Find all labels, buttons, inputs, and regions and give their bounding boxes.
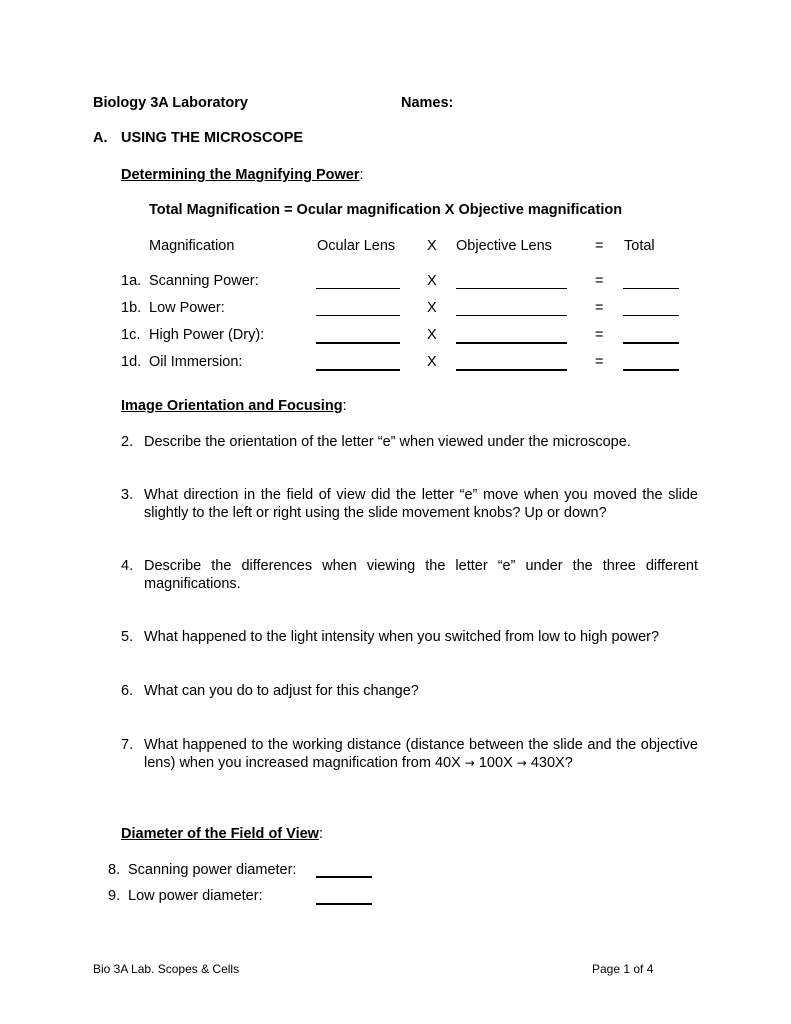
section-letter: A.	[93, 130, 108, 146]
row-1b-label: Low Power:	[149, 300, 225, 316]
row-1c-ocular-blank[interactable]	[316, 342, 400, 344]
question-2	[121, 433, 698, 451]
row-1d-ocular-blank[interactable]	[316, 369, 400, 371]
item-8-label: Scanning power diameter:	[128, 862, 297, 878]
question-number: 6.	[121, 683, 134, 699]
row-1a-x: X	[427, 273, 437, 289]
col-equals: =	[595, 238, 604, 254]
item-8-blank[interactable]	[316, 876, 372, 878]
item-9-blank[interactable]	[316, 903, 372, 905]
heading-colon: :	[342, 398, 347, 414]
row-1c-x: X	[427, 327, 437, 343]
question-text: What direction in the field of view did the letter “e” move when you moved the slide slightly to the left or right using the slide movement knobs? Up or down?	[144, 487, 698, 521]
row-1b-objective-blank[interactable]	[456, 315, 567, 316]
row-1c-label: High Power (Dry):	[149, 327, 265, 343]
row-1c-objective-blank[interactable]	[456, 342, 567, 344]
row-1d-x: X	[427, 354, 437, 370]
question-7-text-b: 100X	[474, 755, 517, 771]
col-ocular-lens: Ocular Lens	[317, 238, 396, 254]
row-1c-eq: =	[595, 327, 604, 343]
heading-colon: :	[318, 826, 323, 842]
question-text: What can you do to adjust for this change?	[144, 683, 419, 699]
row-1a-objective-blank[interactable]	[456, 288, 567, 289]
row-1d-num: 1d.	[121, 354, 142, 370]
question-number: 4.	[121, 558, 134, 574]
question-number: 3.	[121, 487, 134, 503]
item-9-label: Low power diameter:	[128, 888, 263, 904]
row-1d-total-blank[interactable]	[623, 369, 679, 371]
magnification-formula: Total Magnification = Ocular magnification X Objective magnification	[149, 202, 623, 218]
row-1a-ocular-blank[interactable]	[316, 288, 400, 289]
course-title: Biology 3A Laboratory	[93, 95, 248, 111]
orientation-heading-text: Image Orientation and Focusing	[121, 398, 343, 414]
question-number: 2.	[121, 434, 134, 450]
row-1b-total-blank[interactable]	[623, 315, 679, 316]
col-x: X	[427, 238, 437, 254]
field-of-view-heading	[121, 825, 323, 843]
footer-left: Bio 3A Lab. Scopes & Cells	[93, 962, 240, 976]
field-of-view-heading-text: Diameter of the Field of View	[121, 826, 319, 842]
heading-colon: :	[359, 167, 364, 183]
row-1a-label: Scanning Power:	[149, 273, 259, 289]
question-4	[121, 557, 698, 593]
question-5	[121, 628, 698, 646]
row-1d-objective-blank[interactable]	[456, 369, 567, 371]
row-1b-eq: =	[595, 300, 604, 316]
row-1a-eq: =	[595, 273, 604, 289]
names-label: Names:	[401, 95, 454, 111]
question-text: Describe the differences when viewing the letter “e” under the three different magnifications.	[144, 558, 698, 592]
question-text: Describe the orientation of the letter “e” when viewed under the microscope.	[144, 434, 631, 450]
question-text: What happened to the light intensity when you switched from low to high power?	[144, 629, 660, 645]
right-arrow-icon: →	[516, 756, 527, 770]
magnifying-heading-text: Determining the Magnifying Power	[121, 167, 360, 183]
question-7	[121, 736, 698, 772]
item-9-num: 9.	[108, 888, 121, 904]
footer-page-number: Page 1 of 4	[592, 962, 654, 976]
row-1a-total-blank[interactable]	[623, 288, 679, 289]
section-title: USING THE MICROSCOPE	[121, 130, 304, 146]
question-number: 5.	[121, 629, 134, 645]
question-6	[121, 682, 698, 700]
question-text	[144, 736, 698, 772]
orientation-heading	[121, 397, 347, 415]
row-1a-num: 1a.	[121, 273, 142, 289]
question-number: 7.	[121, 737, 134, 753]
row-1c-num: 1c.	[121, 327, 141, 343]
right-arrow-icon: →	[464, 756, 475, 770]
question-7-text-a: What happened to the working distance (distance between the slide and the objective lens) when you increased magnification from 40X	[144, 737, 698, 771]
col-total: Total	[624, 238, 655, 254]
question-7-text-c: 430X?	[526, 755, 573, 771]
row-1d-eq: =	[595, 354, 604, 370]
row-1b-ocular-blank[interactable]	[316, 315, 400, 316]
question-3	[121, 486, 698, 522]
col-magnification: Magnification	[149, 238, 235, 254]
row-1b-num: 1b.	[121, 300, 142, 316]
col-objective-lens: Objective Lens	[456, 238, 552, 254]
magnifying-heading	[121, 166, 364, 184]
row-1b-x: X	[427, 300, 437, 316]
row-1c-total-blank[interactable]	[623, 342, 679, 344]
item-8-num: 8.	[108, 862, 121, 878]
row-1d-label: Oil Immersion:	[149, 354, 243, 370]
